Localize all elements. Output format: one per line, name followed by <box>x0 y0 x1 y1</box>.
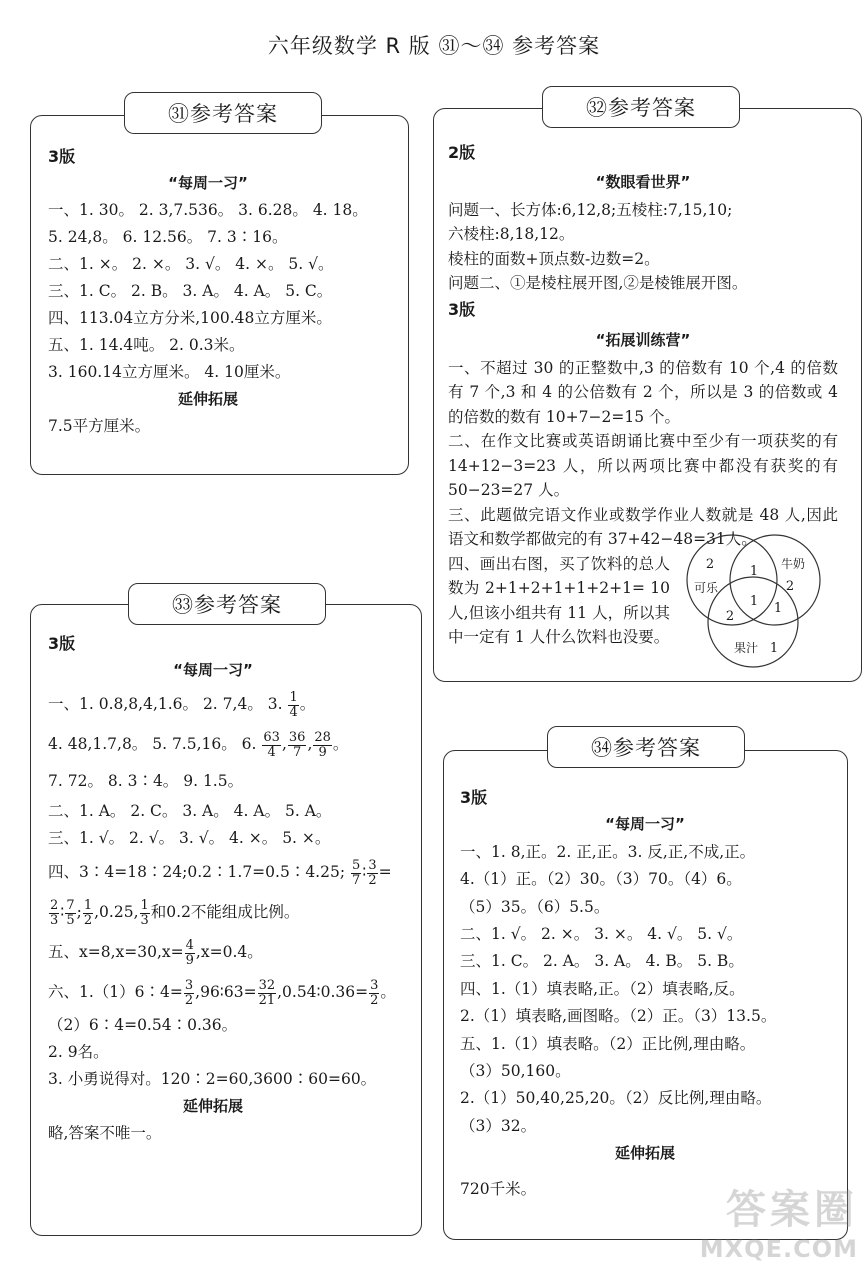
extension-answer: 7.5平方厘米。 <box>48 417 151 435</box>
answer-line: 二、1. √。 2. ×。 3. ×。 4. √。 5. √。 <box>460 925 743 944</box>
answer-line: 4.（1）正。（2）30。（3）70。（4）6。 <box>460 870 742 889</box>
fraction <box>65 899 75 928</box>
answer-paragraph: 二、在作文比赛或英语朗诵比赛中至少有一项获奖的有 14+12−3=23 人，所以两项比赛中都没有获奖的有 50−23=27 人。 <box>448 432 838 499</box>
answer-line <box>48 724 418 764</box>
numerator: 3 <box>370 977 379 993</box>
answer-line <box>48 684 418 724</box>
answer-line: 问题二、①是棱柱展开图,②是棱锥展开图。 <box>448 274 748 292</box>
venn-all-three: 1 <box>749 594 759 609</box>
answer-line: 三、1. C。 2. A。 3. A。 4. B。 5. B。 <box>460 952 744 971</box>
fraction <box>369 979 379 1008</box>
venn-milk-only: 2 <box>785 579 795 594</box>
fraction <box>83 899 93 928</box>
box-33-content <box>48 630 418 1147</box>
answer-line <box>48 932 418 972</box>
line-text: 。 <box>299 695 316 713</box>
answer-line: 六棱柱:8,18,12。 <box>448 225 575 243</box>
section-title: 延伸拓展 <box>614 1144 675 1163</box>
fraction <box>288 731 307 760</box>
edition-label: 3版 <box>48 634 76 653</box>
answer-line <box>48 852 418 892</box>
separator: , <box>281 735 287 753</box>
answer-line: 3. 160.14立方厘米。 4. 10厘米。 <box>48 363 291 381</box>
answer-line: 三、1. √。 2. √。 3. √。 4. ×。 5. ×。 <box>48 829 331 847</box>
answer-line: 3. 小勇说得对。120∶2=60,3600∶60=60。 <box>48 1070 377 1088</box>
answer-line: 一、1. 30。 2. 3,7.536。 3. 6.28。 4. 18。 <box>48 201 368 219</box>
fraction <box>258 979 277 1008</box>
fraction <box>367 859 377 888</box>
page-title: 六年级数学 R 版 ㉛～㉞ 参考答案 <box>267 34 601 58</box>
venn-label-cola: 可乐 <box>693 581 719 595</box>
line-text: 。 <box>332 735 349 753</box>
answer-line: 5. 24,8。 6. 12.56。 7. 3∶16。 <box>48 228 288 246</box>
numerator: 28 <box>314 729 331 745</box>
extension-answer: 720千米。 <box>460 1179 537 1198</box>
numerator: 1 <box>140 897 149 913</box>
fraction <box>351 859 361 888</box>
answer-line <box>48 972 418 1012</box>
box-31-tab: ㉛参考答案 <box>124 92 322 134</box>
fraction <box>184 979 194 1008</box>
separator: , <box>307 735 313 753</box>
edition-label: 3版 <box>48 147 76 166</box>
denominator: 4 <box>289 704 298 720</box>
venn-cola-juice: 2 <box>725 609 735 624</box>
fraction <box>313 731 332 760</box>
extension-answer: 略,答案不唯一。 <box>48 1124 162 1142</box>
denominator: 7 <box>352 872 361 888</box>
line-text: 。 <box>380 983 396 1001</box>
venn-cola-milk: 1 <box>749 564 759 579</box>
denominator: 3 <box>50 912 59 928</box>
watermark <box>700 1178 858 1263</box>
section-title: “拓展训练营” <box>595 330 691 349</box>
answer-line: 四、113.04立方分米,100.48立方厘米。 <box>48 309 332 327</box>
venn-cola-only: 2 <box>705 557 715 572</box>
numerator: 1 <box>83 897 93 913</box>
line-text: 六、1.（1）6∶4= <box>48 983 183 1001</box>
denominator: 4 <box>267 744 276 760</box>
answer-line <box>48 892 418 932</box>
section-title: 延伸拓展 <box>182 1097 243 1115</box>
venn-juice-only: 1 <box>769 641 779 656</box>
numerator: 36 <box>288 729 306 745</box>
separator: ∶ <box>362 863 367 881</box>
watermark-url: MXQE.COM <box>699 1235 858 1263</box>
answer-line: 二、1. ×。 2. ×。 3. √。 4. ×。 5. √。 <box>48 255 334 273</box>
box-34-content <box>460 784 840 1203</box>
answer-paragraph: 一、不超过 30 的正整数中,3 的倍数有 10 个,4 的倍数有 7 个,3 和 4 的公倍数有 2 个，所以是 3 的倍数或 4 的倍数的数有 10+7−2=15 个。 <box>448 358 838 426</box>
line-text: ,0.54∶0.36= <box>277 983 369 1001</box>
answer-line: 2. 9名。 <box>48 1043 109 1061</box>
fraction <box>262 731 281 760</box>
edition-label: 3版 <box>460 788 488 807</box>
numerator: 7 <box>66 897 75 913</box>
section-title: 延伸拓展 <box>177 390 238 408</box>
fraction <box>185 939 195 968</box>
denominator: 9 <box>185 952 194 968</box>
answer-line: 7. 72。 8. 3∶4。 9. 1.5。 <box>48 772 244 790</box>
denominator: 2 <box>83 912 93 928</box>
line-text: ,x=0.4。 <box>195 943 263 961</box>
answer-line: （5）35。（6）5.5。 <box>460 897 610 916</box>
answer-line: （3）50,160。 <box>460 1062 571 1081</box>
section-title: “数眼看世界” <box>595 172 691 191</box>
separator: ∶ <box>60 903 65 921</box>
answer-line: （2）6∶4=0.54∶0.36。 <box>48 1016 238 1034</box>
answer-line: 2.（1）50,40,25,20。（2）反比例,理由略。 <box>460 1089 772 1108</box>
answer-paragraph: 三、此题做完语文作业或数学作业人数就是 48 人,因此语文和数学都做完的有 37+42−48=31人。 <box>448 505 838 548</box>
line-text: ,0.25, <box>94 903 139 921</box>
numerator: 3 <box>368 857 377 873</box>
denominator: 21 <box>258 992 276 1008</box>
denominator: 7 <box>293 744 302 760</box>
separator: = <box>378 863 392 881</box>
venn-label-juice: 果汁 <box>733 641 759 655</box>
numerator: 2 <box>50 897 59 913</box>
answer-line: 二、1. A。 2. C。 3. A。 4. A。 5. A。 <box>48 802 332 820</box>
box-33-tab: ㉝参考答案 <box>128 583 326 625</box>
line-text: 五、x=8,x=30,x= <box>48 943 184 961</box>
edition-label: 2版 <box>448 143 476 162</box>
box-34-tab: ㉞参考答案 <box>547 726 745 768</box>
answer-line: 五、1.（1）填表略。（2）正比例,理由略。 <box>460 1034 756 1053</box>
answer-line: 五、1. 14.4吨。 2. 0.3米。 <box>48 336 245 354</box>
venn-diagram <box>670 530 850 675</box>
line-text: 四、3∶4=18∶24;0.2∶1.7=0.5∶4.25; <box>48 863 346 881</box>
numerator: 4 <box>185 937 194 953</box>
venn-label-milk: 牛奶 <box>780 557 806 571</box>
numerator: 3 <box>184 977 194 993</box>
denominator: 5 <box>66 912 75 928</box>
denominator: 9 <box>318 744 327 760</box>
line-text: ,96∶63= <box>195 983 257 1001</box>
answer-line: 问题一、长方体:6,12,8;五棱柱:7,15,10; <box>448 200 733 219</box>
answer-line: 2.（1）填表略,画图略。（2）正。（3）13.5。 <box>460 1007 777 1026</box>
separator: ; <box>76 903 82 921</box>
fraction <box>140 899 150 928</box>
denominator: 2 <box>184 992 194 1008</box>
answer-line: 一、1. 8,正。2. 正,正。3. 反,正,不成,正。 <box>460 842 756 861</box>
box-31-content <box>48 143 398 440</box>
line-text: 4. 48,1.7,8。 5. 7.5,16。 6. <box>48 735 257 753</box>
answer-line: 三、1. C。 2. B。 3. A。 4. A。 5. C。 <box>48 282 333 300</box>
venn-milk-juice: 1 <box>773 601 783 616</box>
numerator: 63 <box>263 729 280 745</box>
answer-line: 棱柱的面数+顶点数-边数=2。 <box>448 249 660 268</box>
section-title: “每周一习” <box>605 815 685 834</box>
edition-label: 3版 <box>448 299 476 319</box>
line-text: 一、1. 0.8,8,4,1.6。 2. 7,4。 3. <box>48 695 283 713</box>
denominator: 2 <box>370 992 379 1008</box>
denominator: 3 <box>140 912 149 928</box>
answer-line: （3）32。 <box>460 1116 537 1135</box>
section-title: “每周一习” <box>173 661 253 679</box>
numerator: 5 <box>352 857 361 873</box>
watermark-logo: 答案圈 <box>726 1187 858 1233</box>
numerator: 1 <box>289 689 298 705</box>
fraction <box>288 691 298 720</box>
denominator: 2 <box>368 872 377 888</box>
answer-line: 四、1.（1）填表略,正。（2）填表略,反。 <box>460 979 745 998</box>
line-text: 和0.2不能组成比例。 <box>150 903 300 921</box>
fraction <box>49 899 59 928</box>
section-title: “每周一习” <box>168 174 248 192</box>
box-32-tab: ㉜参考答案 <box>542 86 740 128</box>
answer-paragraph: 四、画出右图，买了饮料的总人数为 2+1+2+1+1+2+1= 10 人,但该小组共有 11 人，所以其中一定有 1 人什么饮料也没要。 <box>448 554 670 646</box>
numerator: 32 <box>258 977 276 993</box>
